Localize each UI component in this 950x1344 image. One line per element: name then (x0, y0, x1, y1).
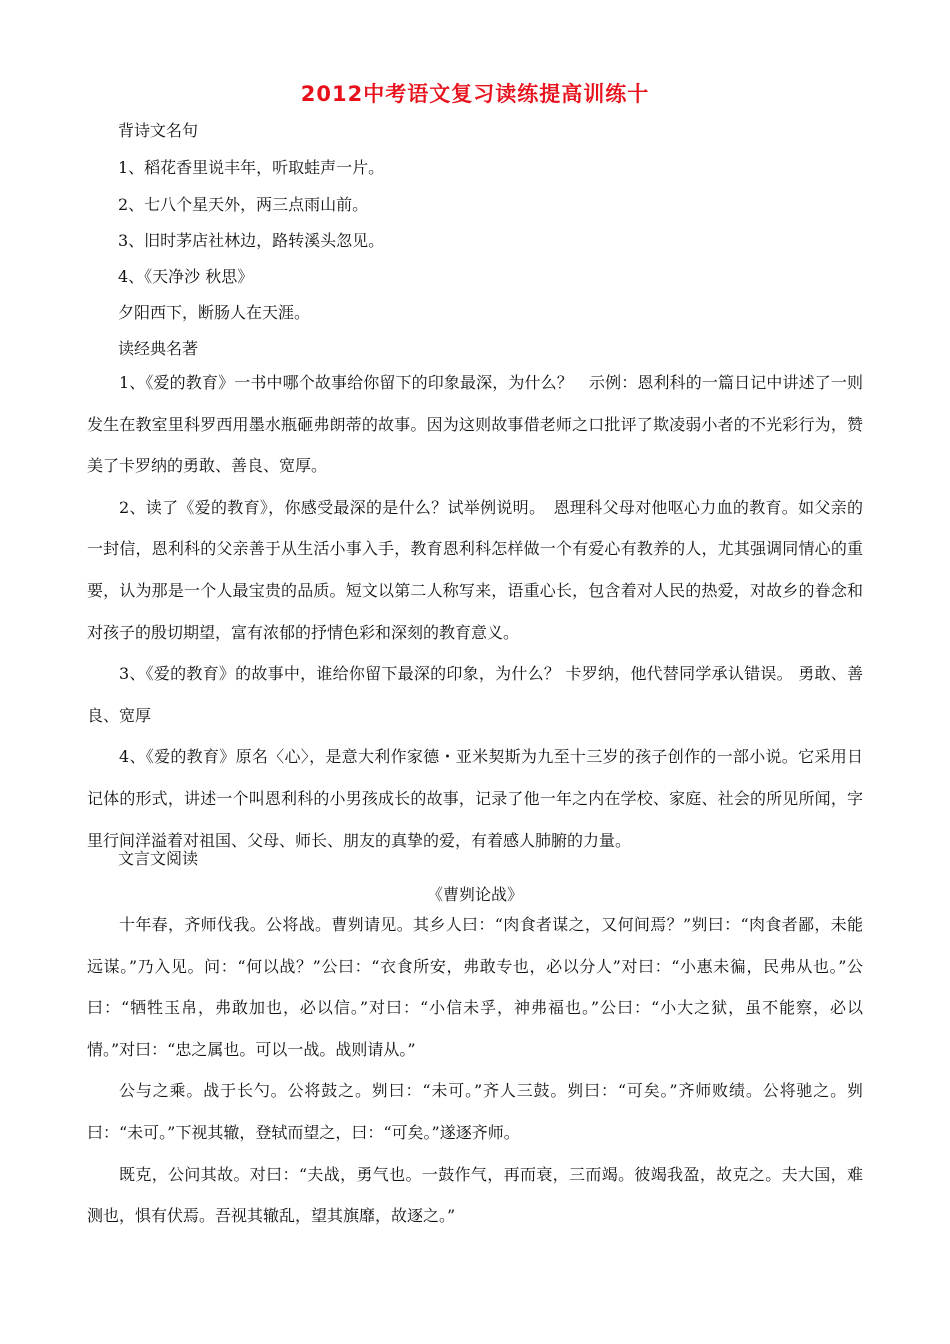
classics-paragraph: 3、《爱的教育》的故事中，谁给你留下最深的印象，为什么？ 卡罗纳，他代替同学承认错误。 勇敢、善良、宽厚 (87, 664, 863, 725)
poem-line: 2、七八个星天外，两三点雨山前。 (118, 195, 369, 214)
poem-line: 1、稻花香里说丰年，听取蛙声一片。 (118, 158, 385, 177)
classics-paragraph: 1、《爱的教育》一书中哪个故事给你留下的印象最深，为什么？ 示例：恩利科的一篇日记中讲述了一则发生在教室里科罗西用墨水瓶砸弗朗蒂的故事。因为这则故事借老师之口批评了欺凌弱小者的不光彩行为，赞美了卡罗纳的勇敢、善良、宽厚。 (87, 373, 863, 476)
classical-paragraph: 十年春，齐师伐我。公将战。曹刿请见。其乡人曰：“肉食者谋之，又何间焉？”刿曰：“肉食者鄙，未能远谋。”乃入见。问：“何以战？”公曰：“衣食所安，弗敢专也，必以分人”对曰：“小惠未徧，民弗从也。”公曰：“牺牲玉帛，弗敢加也，必以信。”对曰：“小信未孚，神弗福也。”公曰：“小大之狱，虽不能察，必以情。”对曰：“忠之属也。可以一战。战则请从。” (87, 915, 863, 1059)
poem-line: 4、《天净沙 秋思》 (118, 267, 254, 286)
classical-paragraph: 既克，公问其故。对曰：“夫战，勇气也。一鼓作气，再而衰，三而竭。彼竭我盈，故克之。夫大国，难测也，惧有伏焉。吾视其辙乱，望其旗靡，故逐之。” (87, 1164, 863, 1226)
poem-line: 夕阳西下，断肠人在天涯。 (118, 303, 311, 322)
poem-line: 3、旧时茅店社林边，路转溪头忽见。 (118, 231, 385, 250)
section-heading-classical: 文言文阅读 (118, 849, 199, 868)
section-heading-poems: 背诗文名句 (118, 121, 199, 140)
classical-text-title: 《曹刿论战》 (426, 885, 523, 904)
document-title: 2012中考语文复习读练提高训练十 (300, 82, 650, 106)
classics-paragraph: 2、读了《爱的教育》，你感受最深的是什么？试举例说明。 恩理科父母对他呕心力血的教育。如父亲的一封信，恩利科的父亲善于从生活小事入手，教育恩利科怎样做一个有爱心有教养的人，尤其强调同情心的重要，认为那是一个人最宝贵的品质。短文以第二人称写来，语重心长，包含着对人民的热爱，对故乡的眷念和对孩子的殷切期望，富有浓郁的抒情色彩和深刻的教育意义。 (87, 497, 863, 642)
section-heading-classics: 读经典名著 (118, 339, 199, 358)
classics-body (87, 362, 863, 861)
classics-paragraph: 4、《爱的教育》原名〈心〉，是意大利作家德・亚米契斯为九至十三岁的孩子创作的一部小说。它采用日记体的形式，讲述一个叫恩利科的小男孩成长的故事，记录了他一年之内在学校、家庭、社会的所见所闻，字里行间洋溢着对祖国、父母、师长、朋友的真挚的爱，有着感人肺腑的力量。 (87, 747, 863, 850)
classical-body (87, 904, 863, 1237)
classical-paragraph: 公与之乘。战于长勺。公将鼓之。刿曰：“未可。”齐人三鼓。刿曰：“可矣。”齐师败绩。公将驰之。刿曰：“未可。”下视其辙，登轼而望之，曰：“可矣。”遂逐齐师。 (87, 1081, 863, 1142)
